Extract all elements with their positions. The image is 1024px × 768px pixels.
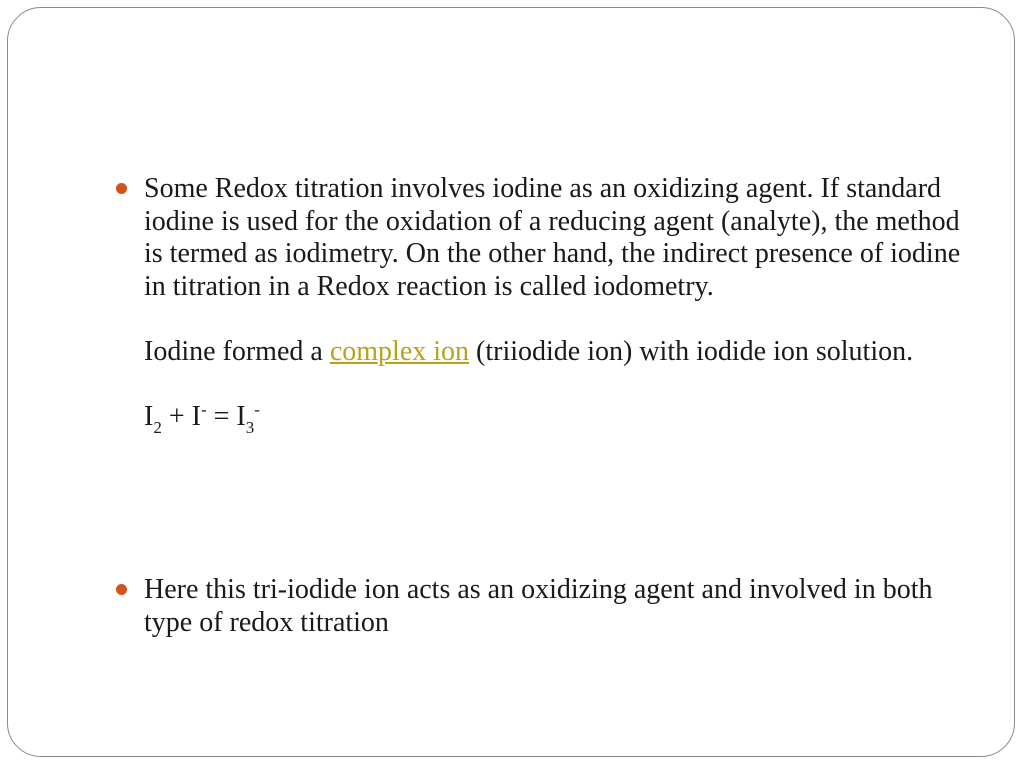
slide-frame [7, 7, 1015, 757]
paragraph-complex-ion-before: Iodine formed a [144, 335, 330, 367]
equation-term2: I [191, 400, 201, 432]
triiodide-equation [144, 399, 964, 437]
equation-plus: + [161, 400, 192, 432]
paragraph-complex-ion-after: (triiodide ion) with iodide ion solution. [469, 335, 914, 367]
complex-ion-link[interactable]: complex ion [329, 335, 470, 367]
bullet-item-1 [144, 173, 964, 437]
paragraph-triiodide-oxidizing: Here this tri-iodide ion acts as an oxidizing agent and involved in both type of redox titration [144, 574, 933, 638]
equation-term1: I [144, 400, 154, 432]
equation-term3-superscript: - [254, 399, 260, 419]
equation-equals: = [206, 400, 237, 432]
bullet-item-2 [144, 574, 964, 639]
equation-term3-subscript: 3 [245, 417, 255, 437]
equation-term1-subscript: 2 [153, 417, 162, 437]
bullet-dot-icon [116, 183, 127, 194]
paragraph-iodimetry-iodometry: Some Redox titration involves iodine as an oxidizing agent. If standard iodine is used for the oxidation of a reducing agent (analyte), the method is termed as iodimetry. On the other hand, the indirect presence of iodine in titration in a Redox reaction is called iodometry. [144, 173, 961, 302]
bullet-dot-icon [116, 584, 127, 595]
equation-term2-superscript: - [200, 399, 207, 419]
slide-content [8, 8, 1014, 756]
paragraph-complex-ion [144, 336, 964, 369]
equation-term3: I [236, 400, 246, 432]
